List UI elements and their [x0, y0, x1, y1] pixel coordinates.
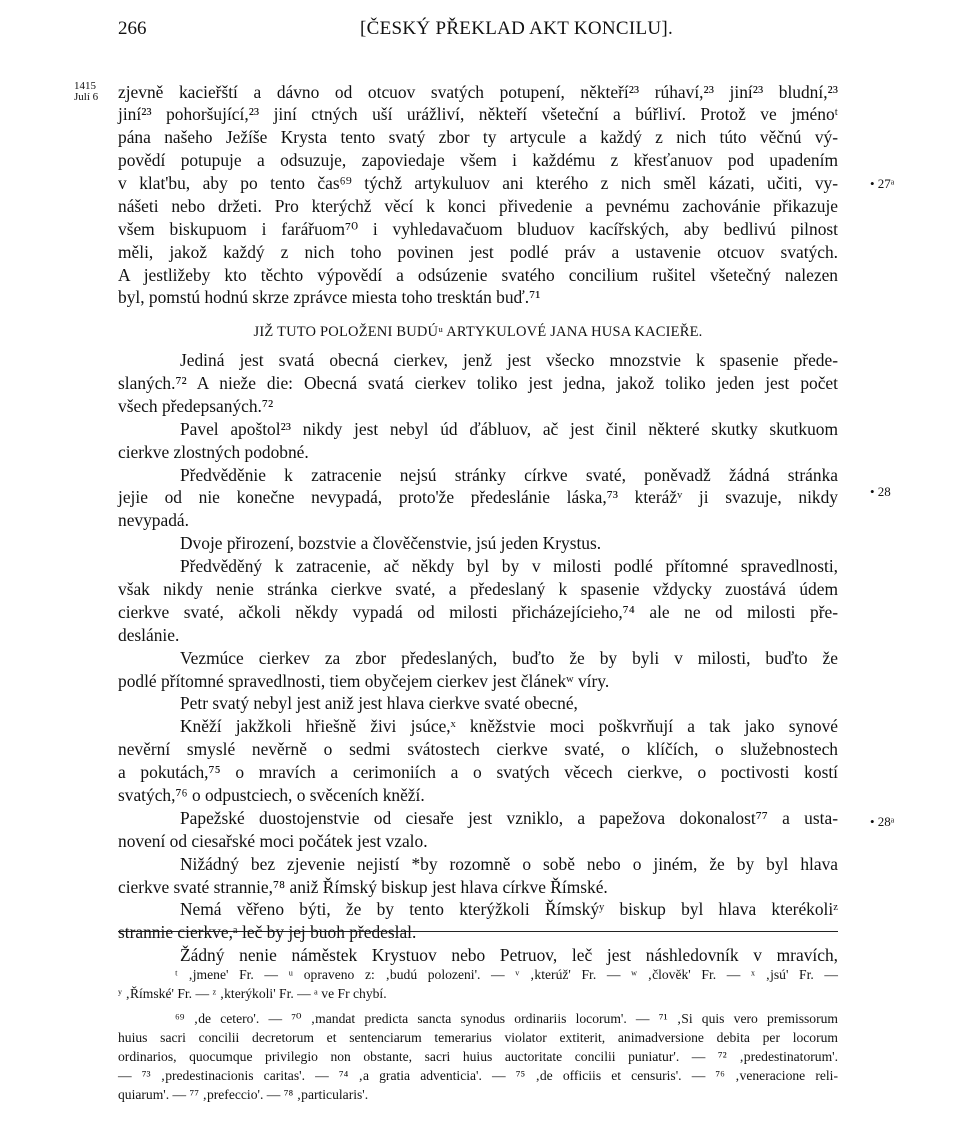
text-line: Petr svatý nebyl jest aniž jest hlava cierkve svaté obecné,: [180, 693, 578, 713]
text-line: Předvěděný k zatracenie, ač někdy byl by v milosti podlé přítomné spravedlnosti,: [180, 556, 838, 576]
footnote-rule: [118, 931, 838, 932]
text-line: a pokutách,⁷⁵ o mravích a cerimoniích a o svatých věcech cierkve, o poctivosti kostí: [118, 762, 838, 782]
footnote-line: ᵗ ‚jmene' Fr. — ᵘ opraveno z: ‚budú polozeni'. — ᵛ ‚kterúž' Fr. — ʷ ‚človĕk' Fr. — ˣ ‚jsú' Fr. —: [175, 967, 838, 982]
text-line: novení od ciesařské moci počátek jest vzalo.: [118, 831, 428, 851]
footnote-line: quiarum'. — ⁷⁷ ‚prefeccio'. — ⁷⁸ ‚particularis'.: [118, 1087, 369, 1102]
text-line: měli, jakož každý z nich toho povinen jest podlé práv a ustavenie otcuov svatých.: [118, 242, 838, 262]
text-line: nevěrní smyslé nevěrně o sedmi svátostech cierkve svaté, o klíčích, o služebnostech: [118, 739, 838, 759]
text-line: všem biskupuom i farářuom⁷⁰ i vyhledavačuom bluduov kacířských, aby bedlivú pilnost: [118, 219, 838, 239]
text-line: cierkve zlostných podobné.: [118, 442, 309, 462]
footnote-line: ordinarios, quocumque privilegio non obstante, sacri huius auctoritate concilii puniatur'. — ⁷² ‚predestinatorum'.: [118, 1049, 838, 1064]
text-line: Žádný nenie náměstek Krystuov nebo Petruov, leč jest náshledovník v mravích,: [180, 945, 838, 965]
margin-mark: • 27ᵃ: [870, 176, 895, 191]
text-line: Dvoje přirození, bozstvie a člověčenstvie, jsú jeden Krystus.: [180, 533, 602, 553]
text-line: byl, pomstú hodnú skrze zprávce miesta toho tresktán buď.⁷¹: [118, 287, 541, 307]
text-line: všech předepsaných.⁷²: [118, 396, 274, 416]
text-line: slaných.⁷² A nieže die: Obecná svatá cierkev toliko jest jedna, jakož toliko jeden jest počet: [118, 373, 838, 393]
text-line: v klat'bu, aby po tento čas⁶⁹ týchž artykuluov ani kterého z nich směl kázati, učiti, vy-: [118, 173, 838, 193]
text-line: zjevně kacieřští a dávno od otcuov svatých potupení, někteří²³ rúhaví,²³ jiní²³ bludní,²³: [118, 82, 838, 102]
text-line: Předvěděnie k zatracenie nejsú stránky církve svaté, poněvadž žádná stránka: [180, 465, 838, 485]
margin-year: 1415: [74, 80, 96, 92]
text-line: povědí potupuje a odsuzuje, zapoviedaje všem i každému z křesťanuov pod upadením: [118, 150, 838, 170]
text-line: cierkve svaté, ačkoli někdy vypadá od milosti přicházejícieho,⁷⁴ ale ne od milosti pře-: [118, 602, 838, 622]
text-line: však nikdy nenie stránka cierkve svaté, a předeslaný k spasenie vždycky zuostává údem: [118, 579, 838, 599]
margin-mark: • 28ᵃ: [870, 814, 895, 829]
text-line: jejie od nie konečne nevypadá, proto'že předeslánie láska,⁷³ kterážᵛ ji svazuje, nikdy: [118, 487, 838, 507]
section-heading: JIŽ TUTO POLOŽENI BUDÚᵘ ARTYKULOVÉ JANA HUSA KACIEŘE.: [253, 324, 703, 340]
margin-mark: • 28: [870, 484, 891, 499]
text-line: Pavel apoštol²³ nikdy jest nebyl úd ďábluov, ač jest činil některé skutky skutkuom: [180, 419, 838, 439]
text-line: jiní²³ pohoršující,²³ jiní ctných uší urážliví, někteří všeteční a búřliví. Protož ve jménoᵗ: [118, 104, 838, 124]
running-head: [ČESKÝ PŘEKLAD AKT KONCILU].: [360, 18, 674, 39]
text-line: pána našeho Ježíše Krysta tento svatý zbor ty artycule a každý z nich túto věčnú vý-: [118, 127, 838, 147]
text-line: podlé přítomné spravedlnosti, tiem obyčejem cierkev jest článekʷ víry.: [118, 671, 610, 691]
text-line: cierkve svaté strannie,⁷⁸ aniž Římský biskup jest hlava církve Římské.: [118, 877, 608, 897]
text-line: Kněží jakžkoli hřiešně živi jsúce,ˣ kněžstvie moci poškvrňují a tak jako synové: [180, 716, 838, 736]
text-line: A jestližeby kto těchto výpovědí a odsúzenie svatého concilium rušitel všetečný nalezen: [118, 265, 838, 285]
text-line: nášeti nebo držeti. Pro kterýchž věcí k konci přivedenie a pevnému zachovánie přikazuje: [118, 196, 838, 216]
text-line: svatých,⁷⁶ o odpustciech, o svěceních kněží.: [118, 785, 425, 805]
text-line: Nižádný bez zjevenie nejistí *by rozomně o sobě nebo o jiném, že by byl hlava: [180, 854, 838, 874]
text-line: nevypadá.: [118, 510, 189, 530]
text-line: Jediná jest svatá obecná cierkev, jenž jest všecko mnozstvie k spasenie přede-: [180, 350, 838, 370]
text-line: deslánie.: [118, 625, 180, 645]
text-line: strannie cierkve,ᵃ leč by jej buoh předeslal.: [118, 922, 417, 942]
text-line: Nemá věřeno býti, že by tento kterýžkoli Římskýʸ biskup byl hlava kterékoliᶻ: [180, 899, 838, 919]
text-line: Vezmúce cierkev za zbor předeslaných, buďto že by byli v milosti, buďto že: [180, 648, 838, 668]
footnote-line: ⁶⁹ ‚de cetero'. — ⁷⁰ ‚mandat predicta sancta synodus ordinariis locorum'. — ⁷¹ ‚Si quis vero premissorum: [175, 1011, 838, 1026]
footnote-line: — ⁷³ ‚predestinacionis caritas'. — ⁷⁴ ‚a gratia adventicia'. — ⁷⁵ ‚de officiis et censuris'. — ⁷⁶ ‚veneracione reli-: [118, 1068, 838, 1083]
page-number: 266: [118, 18, 147, 39]
footnote-line: ʸ ‚Římské' Fr. — ᶻ ‚kterýkoli' Fr. — ᵃ ve Fr chybí.: [118, 986, 387, 1001]
footnote-line: huius sacri concilii decretorum et sentenciarum temerarius violator extiterit, animadversione debita per locorum: [118, 1030, 838, 1045]
margin-date: Julí 6: [74, 91, 99, 103]
text-line: Papežské duostojenstvie od ciesaře jest vzniklo, a papežova dokonalost⁷⁷ a usta-: [180, 808, 838, 828]
